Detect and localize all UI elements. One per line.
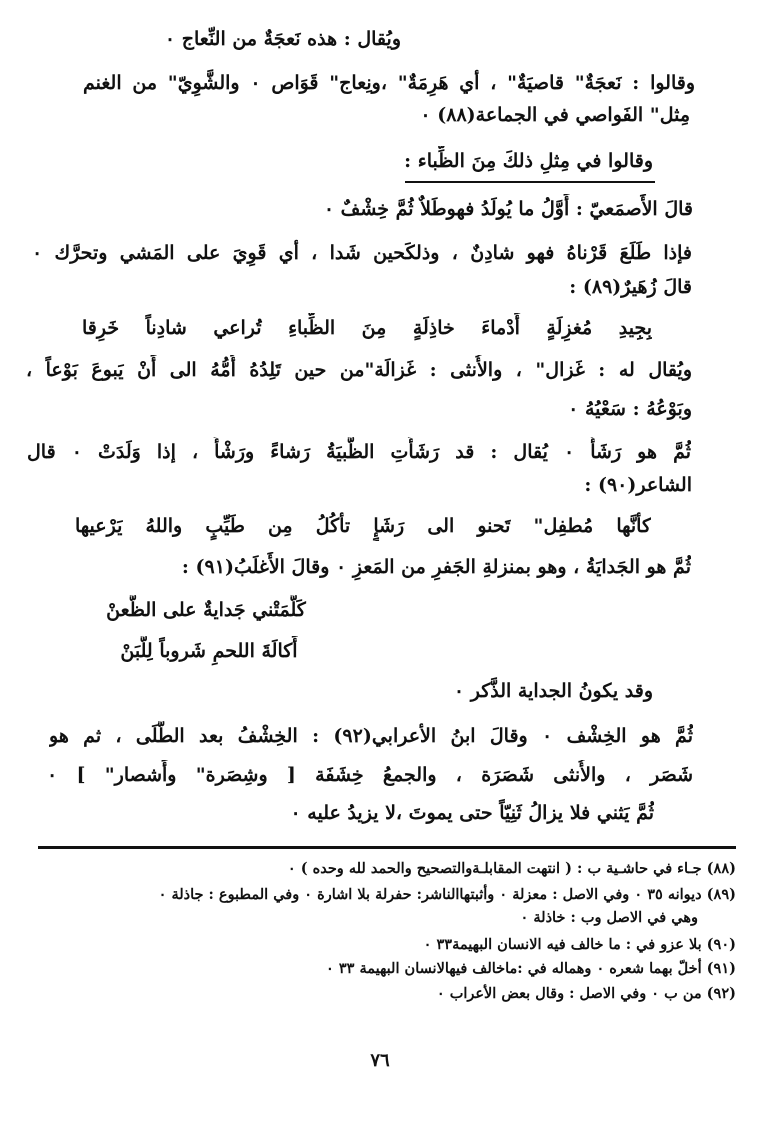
text-line-1: ويُقال : هذه نَعجَةٌ من النِّعاج ٠ (164, 28, 401, 50)
text-line-14: ثُمَّ هو الجَدايَةُ ، وهو بمنزلةِ الجَفرِ من المَعزِ ٠ وقالَ الأَغلَبُ(٩١) : (181, 556, 691, 578)
verse-1: بِجِيدِ مُغزِلَةٍ أَدْماءَ خاذِلَةٍ مِنَ الظِّباءِ تُراعي شادِناً خَرِقا (82, 317, 652, 339)
heading-underline (405, 181, 655, 183)
text-line-7: قالَ زُهَيرٌ(٨٩) : (569, 276, 692, 298)
verse-3a: كَلَّمَتْني جَدايةٌ على الظَّعنْ (106, 599, 306, 621)
verse-3b: أَكالَةَ اللحمِ شَروباً لِلَّبَنْ (120, 640, 298, 662)
footnote-92: (٩٢) من ب ٠ وفي الاصل : وقال بعض الأعراب ٠ (436, 985, 736, 1002)
verse-2: كأنَّها مُطفِل" تَحنو الى رَشَإٍ تأكُلُ مِن طَيِّبٍ واللهُ يَرْعيها (75, 515, 651, 537)
text-line-20: ثُمَّ يَثني فلا يزالُ ثَنِيّاً حتى يموتَ ،لا يزيدُ عليه ٠ (290, 802, 654, 824)
footnote-90: (٩٠) بلا عزو في : ما خالف فيه الانسان البهيمة٣٣ ٠ (423, 936, 736, 953)
page-number: ٧٦ (370, 1050, 390, 1071)
footnote-89-continued: وهي في الاصل وب : خاذلة ٠ (520, 909, 698, 926)
footnote-88: (٨٨) جـاء في حاشـية ب : ( انتهت المقابلـةوالتصحيح والحمد لله وحده ) ٠ (287, 860, 736, 877)
text-line-11: ثُمَّ هو رَشَأٌ ٠ يُقال : قد رَشَأَتِ الظَّبيَةُ رَشاءً ورَشْأً ، إذا وَلَدَتْ ٠ قال (27, 441, 691, 463)
text-line-19: شَصَر ، والأُنثى شَصَرَة ، والجمعُ خِشَفَة [ وشِصَرة" وأَشصار" ] ٠ (47, 764, 693, 786)
footnote-separator (38, 846, 736, 849)
text-line-5: قالَ الأَصمَعيّ : أَوَّلُ ما يُولَدُ فهوطَلاٌ ثُمَّ خِشْفٌ ٠ (323, 198, 693, 220)
text-line-6: فإذا طَلَعَ قَرْناهُ فهو شادِنٌ ، وذلكَحين شَدا ، أي قَوِيَ على المَشي وتحرَّك ٠ (32, 242, 692, 264)
section-heading: وقالوا في مِثلِ ذلكَ مِنَ الظِّباء : (404, 150, 653, 172)
text-line-10: وبَوْعُهُ : سَعْيُهُ ٠ (568, 398, 692, 420)
text-line-9: ويُقال له : غَزال" ، والأُنثى : غَزالَة"من حين تَلِدُهُ أُمُّهُ الى أَنْ يَبوعَ بَوْعاً ، (26, 359, 692, 381)
text-line-3: مِثل" الفَواصي في الجماعة(٨٨) ٠ (420, 104, 690, 126)
text-line-2: وقالوا : نَعجَةٌ" قاصيَةٌ" ، أي هَرِمَةٌ" ،ونِعاج" قَوَاص ٠ والشَّوِيّ" من الغنم (83, 72, 695, 94)
footnote-89: (٨٩) ديوانه ٣٥ ٠ وفي الاصل : معزلة ٠ وأثبتهاالناشر: حفرلة بلا اشارة ٠ وفي المطبوع : جاذلة ٠ (158, 886, 736, 903)
footnote-91: (٩١) أخلّ بهما شعره ٠ وهماله في :ماخالف فيهالانسان البهيمة ٣٣ ٠ (325, 960, 736, 977)
text-line-17: وقد يكونُ الجداية الذَّكر ٠ (453, 680, 653, 702)
text-line-18: ثُمَّ هو الخِشْف ٠ وقالَ ابنُ الأعرابي(٩٢) : الخِشْفُ بعد الطَّلَى ، ثم هو (49, 725, 693, 747)
text-line-12: الشاعر(٩٠) : (584, 474, 692, 496)
